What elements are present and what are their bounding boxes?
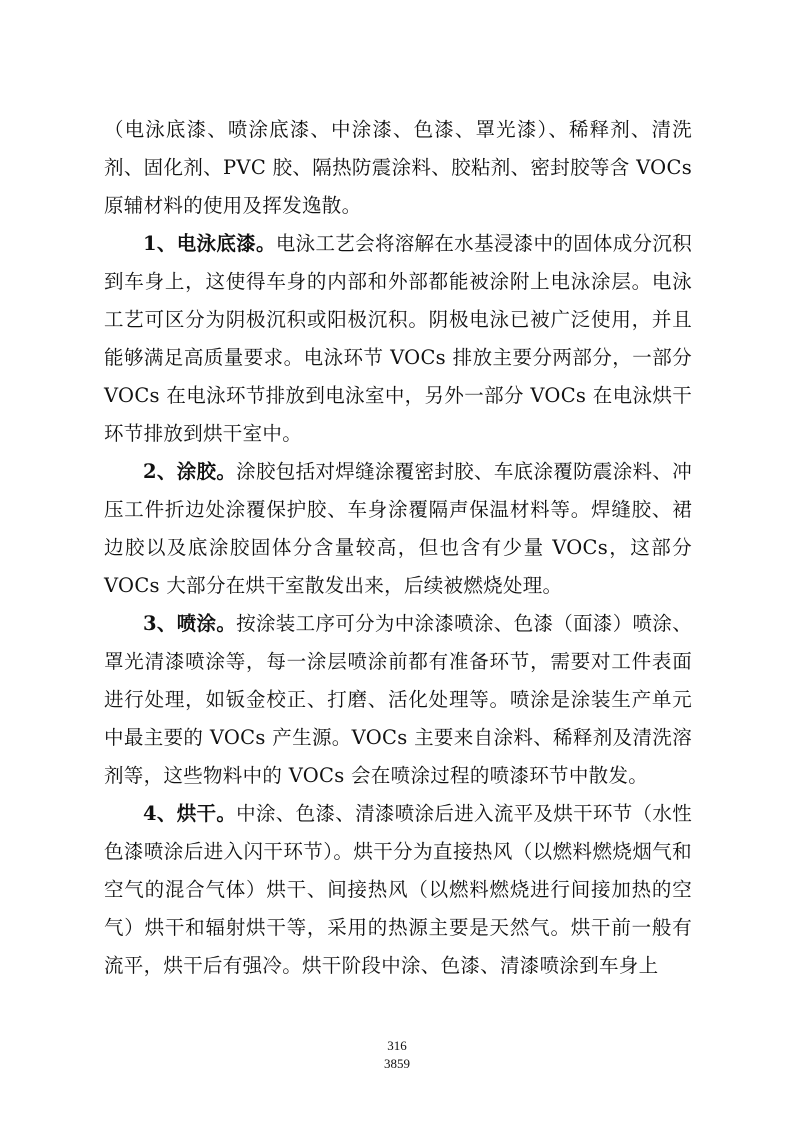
paragraph-heading: 2、涂胶。 [143, 460, 237, 483]
body-text [104, 111, 692, 985]
paragraph-text: 涂胶包括对焊缝涂覆密封胶、车底涂覆防震涂料、冲压工件折边处涂覆保护胶、车身涂覆隔声保温材料等。焊缝胶、裙边胶以及底涂胶固体分含量较高，但也含有少量 VOCs，这部分 VOCs 大部分在烘干室散发出来，后续被燃烧处理。 [104, 460, 692, 597]
paragraph-spraying [104, 605, 692, 795]
paragraph-electrophoresis-primer [104, 225, 692, 453]
paragraph-heading: 3、喷涂。 [143, 612, 237, 635]
paragraph-heading: 4、烘干。 [143, 802, 237, 825]
paragraph-text: （电泳底漆、喷涂底漆、中涂漆、色漆、罩光漆）、稀释剂、清洗剂、固化剂、PVC 胶、隔热防震涂料、胶粘剂、密封胶等含 VOCs 原辅材料的使用及挥发逸散。 [104, 118, 692, 217]
paragraph-drying [104, 795, 692, 985]
paragraph-text: 电泳工艺会将溶解在水基浸漆中的固体成分沉积到车身上，这使得车身的内部和外部都能被涂附上电泳涂层。电泳工艺可区分为阴极沉积或阳极沉积。阴极电泳已被广泛使用，并且能够满足高质量要求。电泳环节 VOCs 排放主要分两部分，一部分 VOCs 在电泳环节排放到电泳室中，另外一部分 VOCs 在电泳烘干环节排放到烘干室中。 [104, 232, 692, 445]
document-page-number: 3859 [384, 1056, 410, 1071]
page-number: 316 [387, 1038, 407, 1053]
paragraph-text: 按涂装工序可分为中涂漆喷涂、色漆（面漆）喷涂、罩光清漆喷涂等，每一涂层喷涂前都有准备环节，需要对工件表面进行处理，如钣金校正、打磨、活化处理等。喷涂是涂装生产单元中最主要的 VOCs 产生源。VOCs 主要来自涂料、稀释剂及清洗溶剂等，这些物料中的 VOCs 会在喷涂过程的喷漆环节中散发。 [104, 612, 692, 787]
paragraph-gluing [104, 453, 692, 605]
paragraph-continuation [104, 111, 692, 225]
paragraph-text: 中涂、色漆、清漆喷涂后进入流平及烘干环节（水性色漆喷涂后进入闪干环节）。烘干分为直接热风（以燃料燃烧烟气和空气的混合气体）烘干、间接热风（以燃料燃烧进行间接加热的空气）烘干和辐射烘干等，采用的热源主要是天然气。烘干前一般有流平，烘干后有强冷。烘干阶段中涂、色漆、清漆喷涂到车身上 [104, 802, 692, 977]
paragraph-heading: 1、电泳底漆。 [143, 232, 276, 255]
